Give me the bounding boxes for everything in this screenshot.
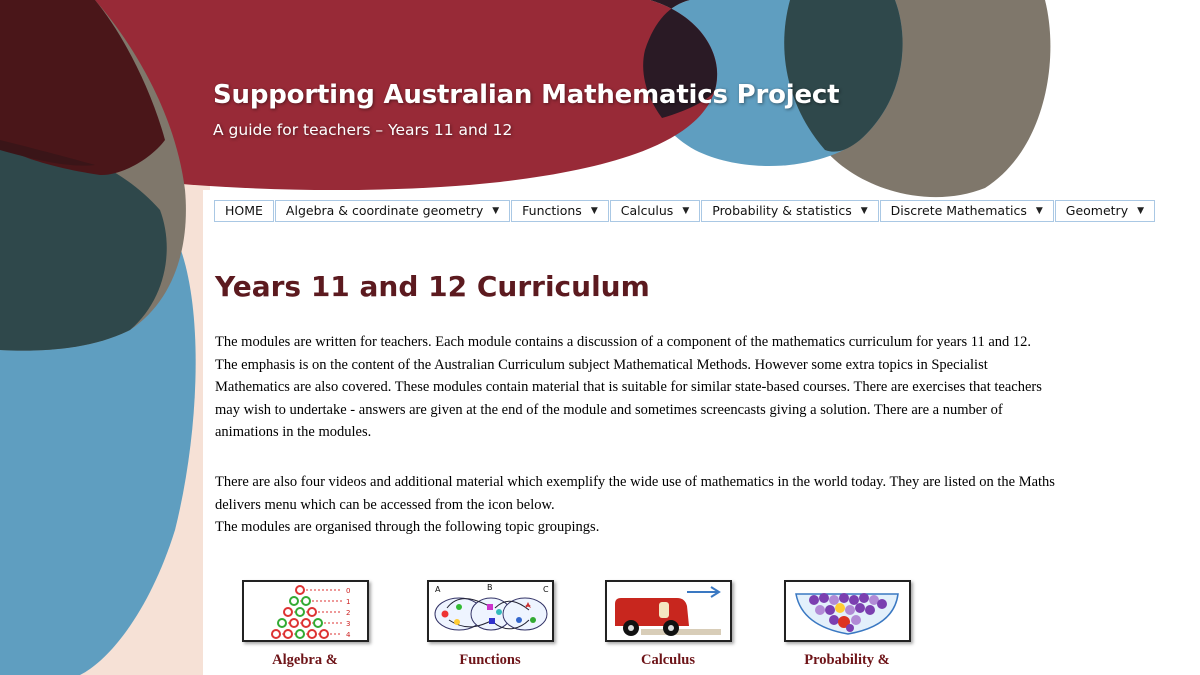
nav-item-calculus[interactable]: [610, 200, 701, 222]
module-image-frame[interactable]: [605, 580, 732, 642]
nav-item-label: Geometry: [1065, 203, 1129, 218]
row-number-0: 0: [345, 587, 350, 595]
nav-item-algebra[interactable]: [275, 200, 510, 222]
site-subtitle: A guide for teachers – Years 11 and 12: [213, 121, 513, 139]
dropdown-caret-icon: ▼: [1137, 206, 1145, 216]
nav-item-label: HOME: [225, 203, 263, 218]
module-image-frame[interactable]: [242, 580, 369, 642]
bowl-of-balls-icon: [786, 582, 909, 640]
module-functions[interactable]: [425, 580, 555, 669]
pascal-triangle-icon: [244, 582, 367, 640]
module-image-frame[interactable]: [784, 580, 911, 642]
module-label[interactable]: Calculus: [641, 652, 695, 668]
nav-item-label: Functions: [522, 203, 582, 218]
nav-item-label: Calculus: [620, 203, 674, 218]
videos-paragraph: There are also four videos and additional material which exemplify the wide use of mathematics in the world today. They are listed on the Maths delivers menu which can be accessed from the icon below.: [215, 474, 1055, 513]
intro-paragraph: The modules are written for teachers. Each module contains a discussion of a component of the mathematics curriculum for years 11 and 12. The emphasis is on the content of the Australian Curriculum subject Mathematical Methods. However some extra topics in Specialist Mathematics are also covered. These modules contain material that is suitable for similar state-based courses. There are exercises that teachers may wish to undertake - answers are given at the end of the module and sometimes screencasts giving a solution. There are a number of animations in the modules.: [215, 334, 1042, 441]
row-number-3: 3: [345, 620, 350, 628]
dropdown-caret-icon: ▼: [492, 206, 500, 216]
nav-item-label: Probability & statistics: [712, 203, 852, 218]
module-label[interactable]: Probability &: [804, 652, 890, 668]
function-mapping-icon: [429, 582, 552, 640]
nav-item-discrete[interactable]: [880, 200, 1054, 222]
nav-item-probability[interactable]: [701, 200, 878, 222]
dropdown-caret-icon: ▼: [860, 206, 868, 216]
module-algebra[interactable]: [240, 580, 370, 669]
set-letter-a: A: [434, 585, 440, 594]
row-number-4: 4: [345, 631, 350, 639]
row-number-1: 1: [345, 598, 350, 606]
dropdown-caret-icon: ▼: [590, 206, 598, 216]
moving-car-icon: [607, 582, 730, 640]
module-label[interactable]: Algebra &: [272, 652, 338, 668]
module-image-frame[interactable]: [427, 580, 554, 642]
module-calculus[interactable]: [603, 580, 733, 669]
dropdown-caret-icon: ▼: [682, 206, 690, 216]
set-letter-b: B: [486, 583, 492, 592]
main-nav: [214, 200, 1156, 222]
set-letter-c: C: [542, 585, 549, 594]
nav-item-label: Algebra & coordinate geometry: [285, 203, 484, 218]
site-title: Supporting Australian Mathematics Project: [213, 80, 840, 110]
row-number-2: 2: [345, 609, 350, 617]
groupings-paragraph: The modules are organised through the following topic groupings.: [215, 519, 600, 535]
page-title: Years 11 and 12 Curriculum: [215, 270, 650, 303]
nav-item-home[interactable]: [214, 200, 274, 222]
main-content: [215, 270, 1055, 535]
module-probability[interactable]: [782, 580, 912, 669]
dropdown-caret-icon: ▼: [1035, 206, 1043, 216]
nav-item-functions[interactable]: [511, 200, 609, 222]
nav-item-geometry[interactable]: [1055, 200, 1155, 222]
module-label[interactable]: Functions: [459, 652, 521, 668]
nav-item-label: Discrete Mathematics: [890, 203, 1027, 218]
